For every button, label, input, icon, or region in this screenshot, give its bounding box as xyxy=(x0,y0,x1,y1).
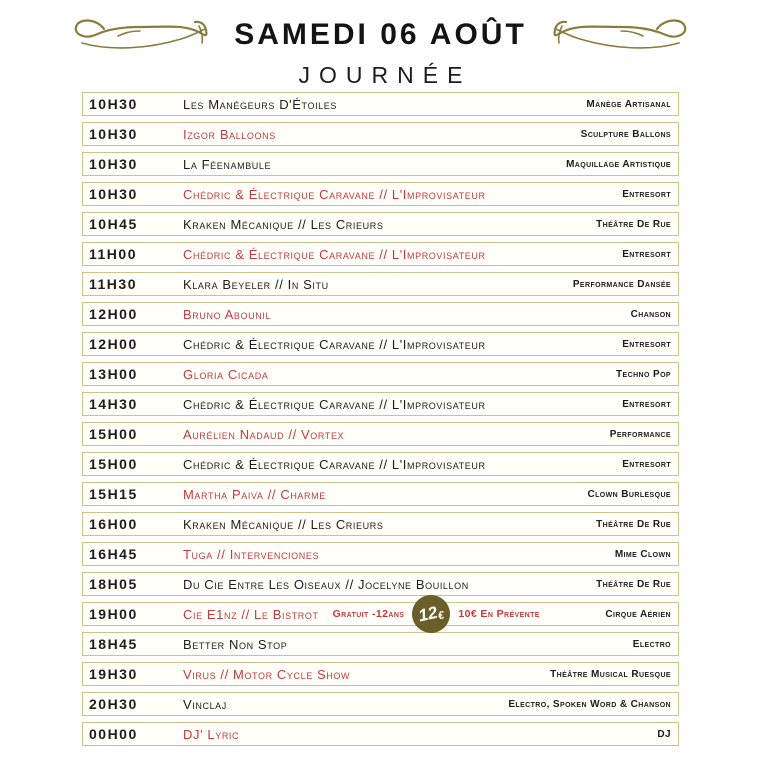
event-time: 18H45 xyxy=(89,636,138,652)
event-name: Chédric & Électrique Caravane // L'Improvisateur xyxy=(183,186,486,202)
flourish-right-icon xyxy=(543,12,693,58)
event-name: Bruno Abounil xyxy=(183,306,272,322)
event-name: Better Non Stop xyxy=(183,636,288,652)
schedule-row xyxy=(82,362,679,386)
event-name: Les Manégeurs D'Étoiles xyxy=(183,96,337,112)
event-category: Performance xyxy=(609,428,671,440)
price-badge-currency: € xyxy=(437,608,446,622)
schedule-row xyxy=(82,572,679,596)
event-time: 12H00 xyxy=(89,336,138,352)
event-time: 10H30 xyxy=(89,186,138,202)
schedule-row xyxy=(82,302,679,326)
schedule-list xyxy=(82,92,679,752)
event-category: Chanson xyxy=(630,308,671,320)
event-time: 00H00 xyxy=(89,726,138,742)
event-time: 11H30 xyxy=(89,276,137,292)
event-time: 10H45 xyxy=(89,216,138,232)
schedule-row xyxy=(82,92,679,116)
event-category: Sculpture Ballons xyxy=(580,128,671,140)
price-badge xyxy=(409,591,454,636)
event-name: Chédric & Électrique Caravane // L'Improvisateur xyxy=(183,456,486,472)
event-category: Performance Dansée xyxy=(572,278,671,290)
event-time: 15H00 xyxy=(89,456,138,472)
event-name: Gloria Cicada xyxy=(183,366,269,382)
flourish-left-icon xyxy=(68,12,218,58)
event-time: 10H30 xyxy=(89,96,138,112)
event-name: Chédric & Électrique Caravane // L'Improvisateur xyxy=(183,396,486,412)
schedule-row xyxy=(82,122,679,146)
schedule-row xyxy=(82,512,679,536)
event-name: Aurélien Nadaud // Vortex xyxy=(183,426,345,442)
event-time: 15H00 xyxy=(89,426,138,442)
event-name: Cie E1nz // Le Bistrot xyxy=(183,606,319,622)
event-category: Théâtre De Rue xyxy=(596,218,671,230)
schedule-row xyxy=(82,422,679,446)
event-time: 14H30 xyxy=(89,396,138,412)
schedule-row xyxy=(82,482,679,506)
event-time: 10H30 xyxy=(89,126,138,142)
event-time: 19H30 xyxy=(89,666,138,682)
price-badge-value: 12 xyxy=(417,602,440,626)
event-name: Kraken Mécanique // Les Crieurs xyxy=(183,516,384,532)
event-name: Kraken Mécanique // Les Crieurs xyxy=(183,216,384,232)
schedule-row xyxy=(82,332,679,356)
schedule-row xyxy=(82,182,679,206)
title-row xyxy=(0,12,761,58)
event-category: Mime Clown xyxy=(614,548,671,560)
event-category: Cirque Aérien xyxy=(605,608,671,620)
event-name: Virus // Motor Cycle Show xyxy=(183,666,351,682)
event-name: Izgor Balloons xyxy=(183,126,276,142)
event-time: 20H30 xyxy=(89,696,138,712)
schedule-row xyxy=(82,242,679,266)
schedule-row xyxy=(82,542,679,566)
free-under-12-label: Gratuit -12ans xyxy=(332,608,405,620)
event-time: 16H00 xyxy=(89,516,138,532)
event-time: 18H05 xyxy=(89,576,138,592)
schedule-row xyxy=(82,152,679,176)
event-name: Chédric & Électrique Caravane // L'Improvisateur xyxy=(183,336,486,352)
schedule-row xyxy=(82,662,679,686)
event-category: Electro, Spoken Word & Chanson xyxy=(508,698,671,710)
event-time: 13H00 xyxy=(89,366,138,382)
event-category: Entresort xyxy=(622,248,671,260)
event-name: Vinclaj xyxy=(183,696,227,712)
event-category: Techno Pop xyxy=(616,368,671,380)
event-category: Théâtre De Rue xyxy=(596,518,671,530)
event-time: 16H45 xyxy=(89,546,138,562)
event-category: DJ xyxy=(657,728,671,740)
event-time: 10H30 xyxy=(89,156,138,172)
event-name: Tuga // Intervenciones xyxy=(183,546,320,562)
event-category: Clown Burlesque xyxy=(587,488,671,500)
event-name: Chédric & Électrique Caravane // L'Improvisateur xyxy=(183,246,486,262)
schedule-row xyxy=(82,212,679,236)
schedule-row xyxy=(82,392,679,416)
event-category: Entresort xyxy=(622,188,671,200)
header xyxy=(0,12,761,89)
event-category: Théâtre De Rue xyxy=(596,578,671,590)
pricing-extras xyxy=(333,595,540,633)
event-time: 11H00 xyxy=(89,246,137,262)
event-name: La Féenambule xyxy=(183,156,272,172)
event-time: 12H00 xyxy=(89,306,138,322)
event-category: Entresort xyxy=(622,398,671,410)
event-category: Entresort xyxy=(622,338,671,350)
schedule-row xyxy=(82,632,679,656)
event-name: DJ' Lyric xyxy=(183,726,240,742)
page-title: SAMEDI 06 AOÛT xyxy=(234,18,527,51)
event-time: 19H00 xyxy=(89,606,138,622)
event-name: Klara Beyeler // In Situ xyxy=(183,276,329,292)
event-category: Théâtre Musical Ruesque xyxy=(550,668,671,680)
schedule-row xyxy=(82,602,679,626)
schedule-row xyxy=(82,722,679,746)
event-category: Maquillage Artistique xyxy=(566,158,671,170)
schedule-row xyxy=(82,272,679,296)
event-name: Martha Paiva // Charme xyxy=(183,486,326,502)
event-category: Electro xyxy=(632,638,671,650)
page-subtitle: JOURNÉE xyxy=(298,62,472,88)
event-category: Entresort xyxy=(622,458,671,470)
event-name: Du Cie Entre Les Oiseaux // Jocelyne Bouillon xyxy=(183,576,469,592)
schedule-row xyxy=(82,452,679,476)
event-category: Manège Artisanal xyxy=(586,98,671,110)
presale-price-label: 10€ En Prévente xyxy=(458,608,540,620)
event-time: 15H15 xyxy=(89,486,138,502)
schedule-row xyxy=(82,692,679,716)
